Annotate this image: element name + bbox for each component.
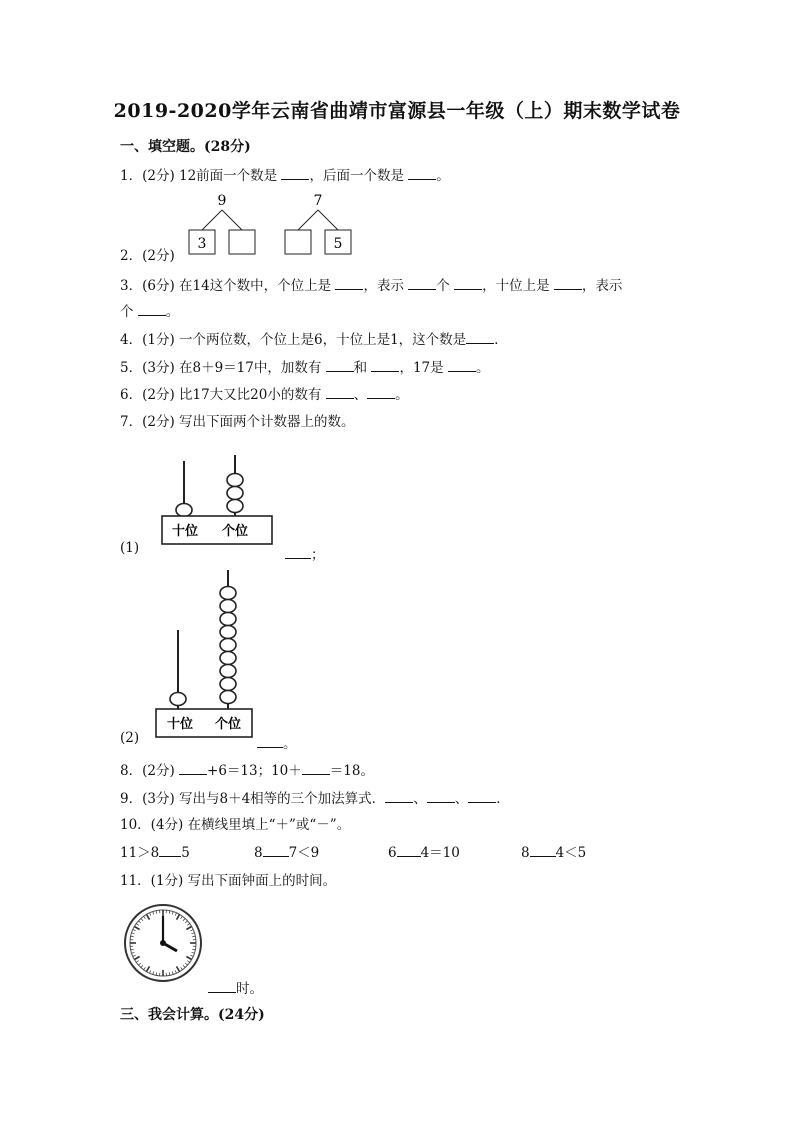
answer-blank[interactable] — [554, 277, 582, 290]
question-7-part-1-answer: ； — [285, 543, 325, 563]
abacus-bead — [220, 665, 236, 678]
answer-blank[interactable] — [263, 844, 289, 857]
question-10: 10．(4分) 在横线里填上“＋”或“－”。 — [120, 817, 351, 833]
answer-blank[interactable] — [302, 762, 330, 775]
abacus-bead — [220, 587, 236, 600]
question-7-part-2-answer: 。 — [257, 732, 297, 752]
abacus-bead — [220, 600, 236, 613]
comparison-3: 6 4＝10 — [388, 845, 460, 861]
answer-blank[interactable] — [257, 735, 283, 748]
abacus-2 — [150, 568, 280, 743]
question-6: 6．(2分) 比17大又比20小的数有 、 。 — [120, 387, 409, 403]
question-3-cont: 个 。 — [120, 304, 180, 320]
tens-label: 十位 — [166, 717, 194, 732]
question-11-answer: 时。 — [208, 977, 263, 997]
answer-blank[interactable] — [397, 844, 421, 857]
abacus-bead — [220, 626, 236, 639]
answer-blank[interactable] — [371, 359, 399, 372]
question-9: 9．(3分) 写出与8＋4相等的三个加法算式． 、 、 ． — [120, 791, 510, 807]
comparison-2: 8 7＜9 — [254, 845, 320, 861]
question-7: 7．(2分) 写出下面两个计数器上的数。 — [120, 414, 355, 430]
question-5: 5．(3分) 在8＋9＝17中，加数有 和 ，17是 。 — [120, 360, 490, 376]
abacus-bead — [220, 691, 236, 704]
answer-blank[interactable] — [179, 762, 207, 775]
answer-blank[interactable] — [138, 303, 166, 316]
tens-label: 十位 — [171, 524, 199, 539]
answer-blank[interactable] — [408, 277, 436, 290]
answer-blank[interactable] — [427, 790, 455, 803]
question-8: 8．(2分) +6＝13；10＋ ＝18。 — [120, 763, 374, 779]
answer-blank[interactable] — [326, 359, 354, 372]
answer-blank[interactable] — [468, 790, 496, 803]
page-title: 2019-2020学年云南省曲靖市富源县一年级（上）期末数学试卷 — [113, 100, 681, 122]
section-heading-calculation: 三、我会计算。(24分) — [120, 1007, 265, 1023]
question-4: 4．(1分) 一个两位数，个位上是6，十位上是1，这个数是 ． — [120, 332, 508, 348]
question-1: 1．(2分) 12前面一个数是 ，后面一个数是 。 — [120, 168, 450, 184]
abacus-bead — [170, 693, 186, 706]
question-7-part-2: (2) — [120, 730, 140, 746]
abacus-bead — [220, 639, 236, 652]
question-7-part-1: (1) — [120, 540, 140, 556]
answer-blank[interactable] — [326, 386, 354, 399]
answer-blank[interactable] — [285, 546, 311, 559]
abacus-bead — [176, 504, 192, 517]
decomp-empty-box[interactable] — [229, 230, 255, 254]
comparison-1: 11＞8 5 — [120, 845, 190, 861]
ones-label: 个位 — [214, 717, 242, 732]
abacus-bead — [220, 613, 236, 626]
answer-blank[interactable] — [281, 167, 309, 180]
answer-blank[interactable] — [530, 844, 556, 857]
abacus-bead — [220, 652, 236, 665]
number-decomposition-diagram — [185, 190, 365, 260]
answer-blank[interactable] — [448, 359, 476, 372]
decomp-top-1: 9 — [217, 193, 227, 209]
question-2-label: 2．(2分) — [120, 248, 175, 264]
section-heading-fill-blank: 一、填空题。(28分) — [120, 139, 251, 155]
answer-blank[interactable] — [454, 277, 482, 290]
answer-blank[interactable] — [208, 980, 236, 993]
abacus-bead — [220, 678, 236, 691]
decomp-empty-box[interactable] — [285, 230, 311, 254]
answer-blank[interactable] — [367, 386, 395, 399]
abacus-bead — [227, 487, 243, 500]
abacus-1 — [155, 455, 285, 550]
answer-blank[interactable] — [159, 844, 181, 857]
abacus-bead — [227, 474, 243, 487]
answer-blank[interactable] — [385, 790, 413, 803]
question-11: 11．(1分) 写出下面钟面上的时间。 — [120, 873, 337, 889]
comparison-4: 8 4＜5 — [521, 845, 587, 861]
question-3: 3．(6分) 在14这个数中，个位上是 ，表示 个 ，十位上是 ，表示 — [120, 278, 623, 294]
decomp-box-2: 5 — [333, 236, 343, 252]
abacus-bead — [227, 500, 243, 513]
answer-blank[interactable] — [335, 277, 363, 290]
clock-icon — [122, 902, 204, 984]
ones-label: 个位 — [221, 524, 249, 539]
decomp-box-1: 3 — [197, 236, 207, 252]
answer-blank[interactable] — [466, 331, 494, 344]
decomp-top-2: 7 — [313, 193, 323, 209]
answer-blank[interactable] — [408, 167, 436, 180]
